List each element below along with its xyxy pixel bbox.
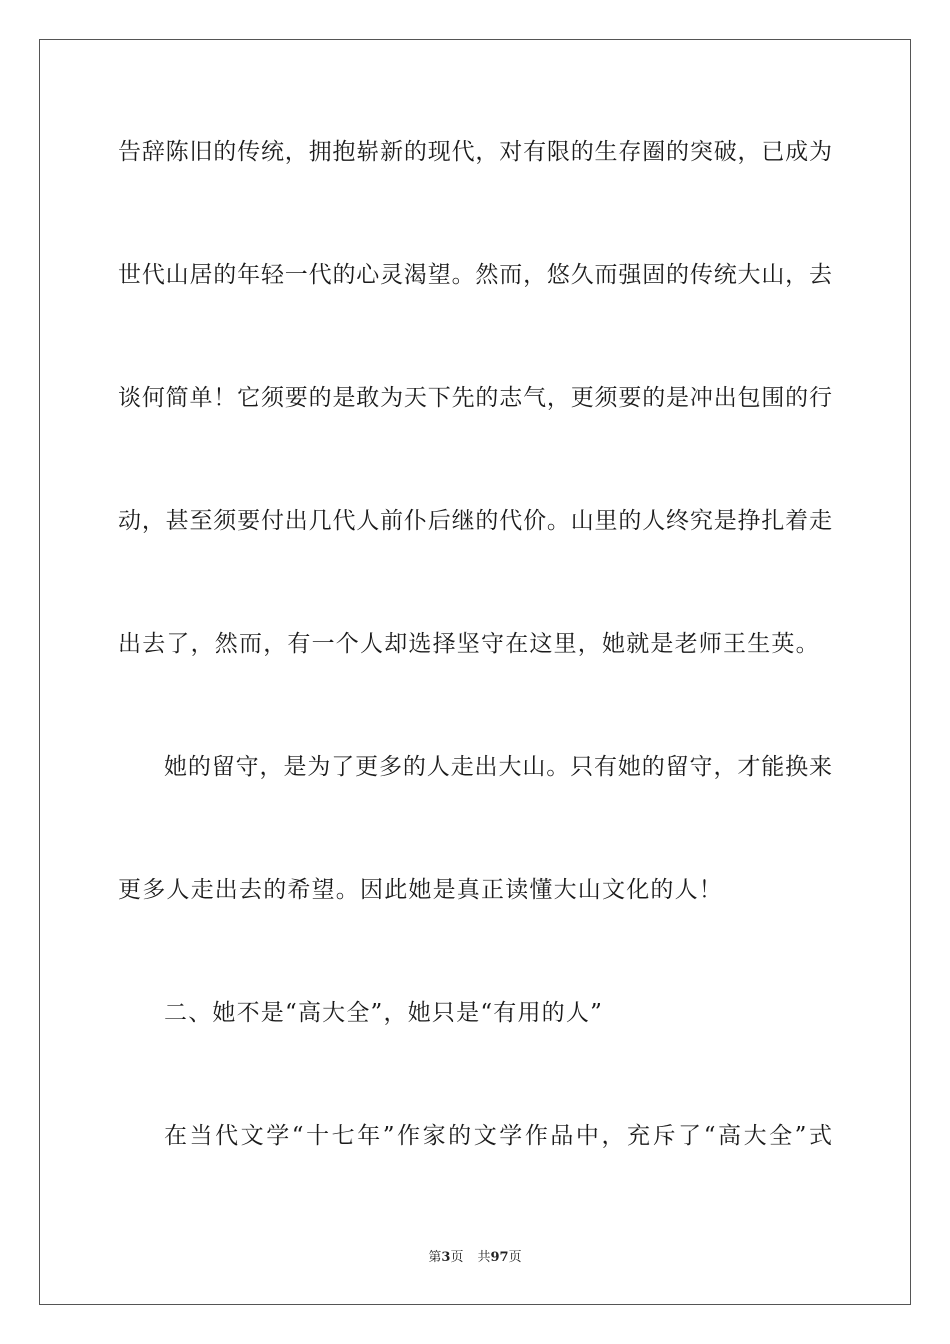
text-line-3: 谈何简单！它须要的是敢为天下先的志气，更须要的是冲出包围的行 [118, 385, 832, 411]
total-prefix: 共 [477, 1250, 491, 1265]
page-footer [0, 1246, 950, 1265]
page-border [39, 39, 911, 1305]
text-line-1: 告辞陈旧的传统，拥抱崭新的现代，对有限的生存圈的突破，已成为 [118, 139, 832, 165]
paragraph-start-line: 她的留守，是为了更多的人走出大山。只有她的留守，才能换来 [164, 754, 832, 780]
section-heading: 二、她不是“高大全”，她只是“有用的人” [164, 1000, 604, 1026]
total-pages: 97 [490, 1250, 509, 1265]
total-suffix: 页 [508, 1250, 522, 1265]
text-line-4: 动，甚至须要付出几代人前仆后继的代价。山里的人终究是挣扎着走 [118, 508, 832, 534]
text-line-7: 更多人走出去的希望。因此她是真正读懂大山文化的人！ [118, 877, 723, 903]
page-prefix: 第 [428, 1250, 442, 1265]
paragraph-start-line-2: 在当代文学“十七年”作家的文学作品中，充斥了“高大全”式 [164, 1123, 832, 1149]
page-number: 3 [441, 1250, 451, 1265]
text-line-2: 世代山居的年轻一代的心灵渴望。然而，悠久而强固的传统大山，去 [118, 262, 832, 288]
text-line-5: 出去了，然而，有一个人却选择坚守在这里，她就是老师王生英。 [118, 631, 820, 657]
page-suffix: 页 [450, 1250, 464, 1265]
